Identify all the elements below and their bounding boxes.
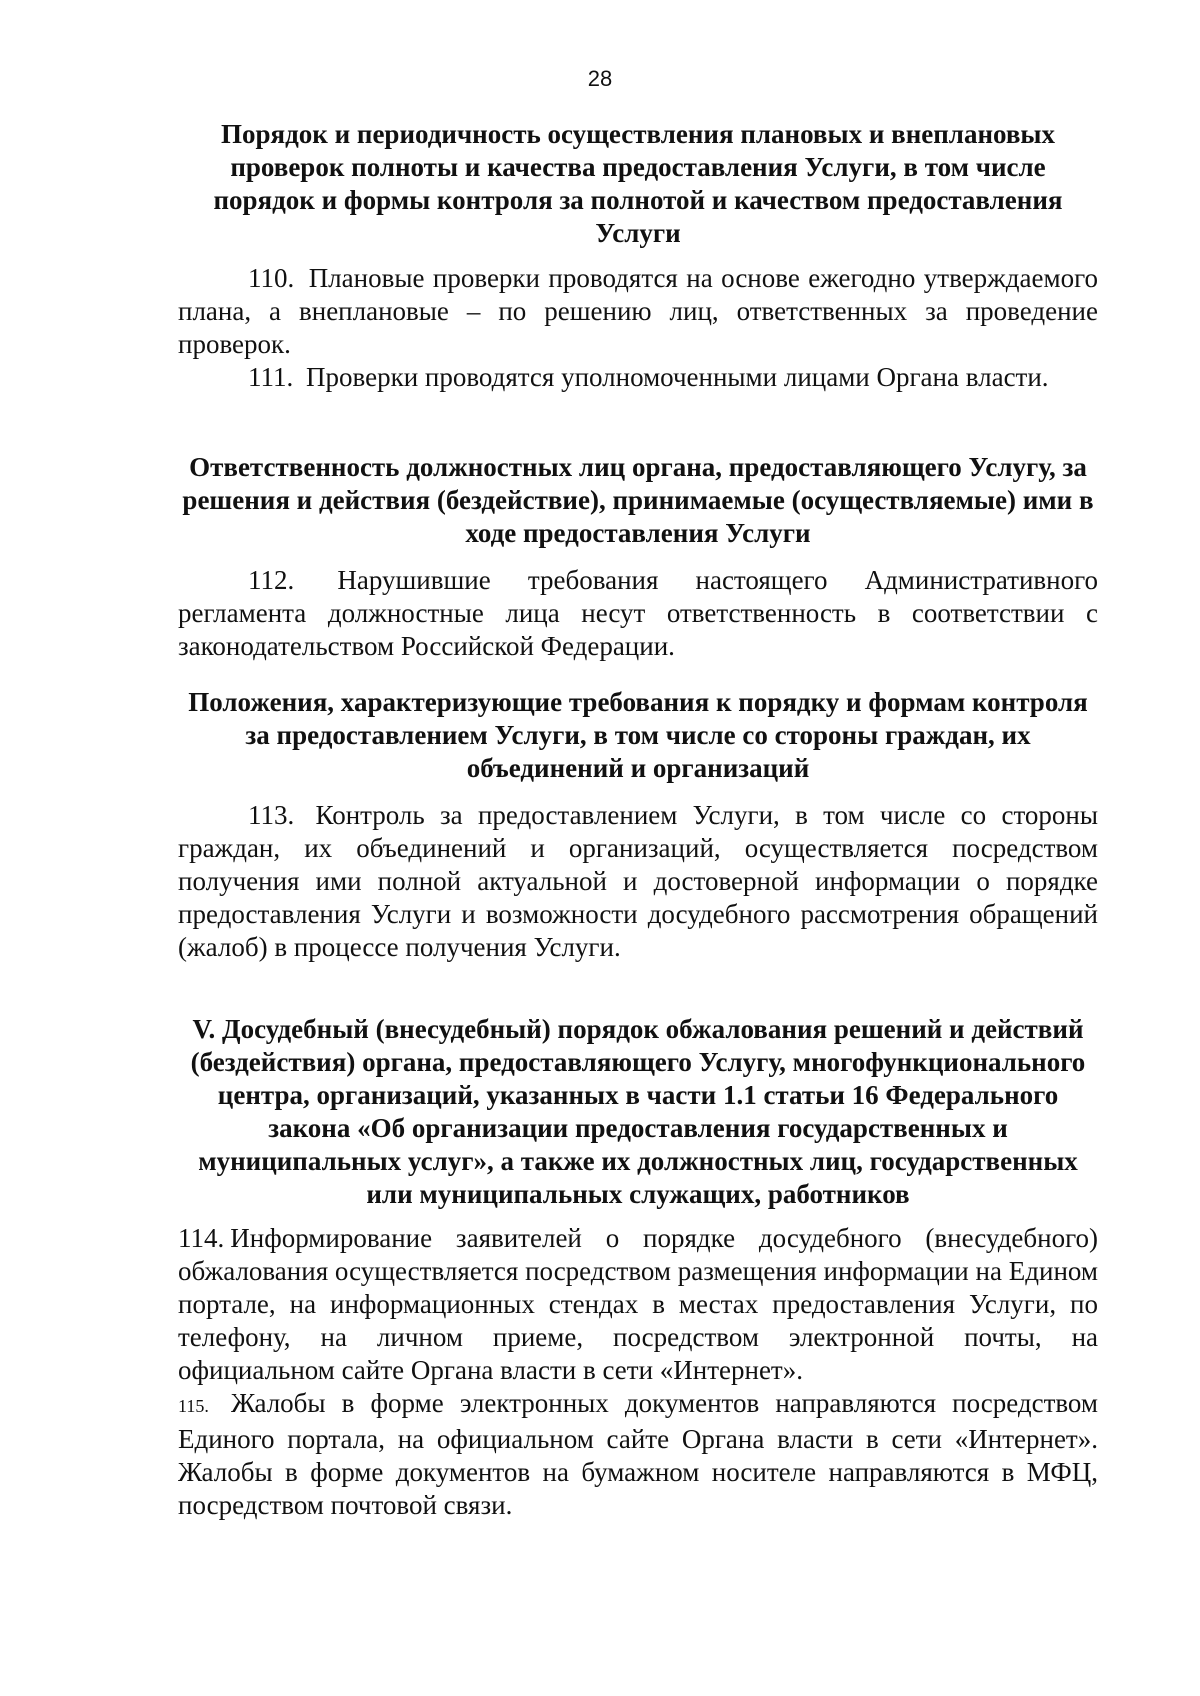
chapter-heading-appeal: V. Досудебный (внесудебный) порядок обжалования решений и действий (бездействия) органа, предоставляющего Услугу, многофункционального центра, организаций, указанных в части 1.1 статьи 16 Федерального закона «Об организации предоставления государственных и муниципальных услуг», а также их должностных лиц, государственных или муниципальных служащих, работников — [190, 1014, 1086, 1209]
paragraph-112-number: 112. — [248, 565, 295, 595]
paragraph-110-number: 110. — [248, 263, 295, 293]
paragraph-114-number: 114. — [178, 1223, 225, 1253]
section-heading-inspections: Порядок и периодичность осуществления плановых и внеплановых проверок полноты и качества предоставления Услуги, в том числе порядок и формы контроля за полнотой и качеством предоставления Услуги — [213, 119, 1063, 248]
paragraph-115-number: 115. — [178, 1396, 209, 1416]
section-heading-control: Положения, характеризующие требования к порядку и формам контроля за предоставлением Услуги, в том числе со стороны граждан, их объединений и организаций — [188, 687, 1088, 783]
paragraph-112-text: Нарушившие требования настоящего Административного регламента должностные лица несут ответственность в соответствии с законодательством Российской Федерации. — [178, 565, 1098, 661]
paragraph-112 — [178, 564, 1098, 663]
page-number: 28 — [587, 66, 613, 91]
paragraph-113-number: 113. — [248, 800, 295, 830]
paragraph-113-text: Контроль за предоставлением Услуги, в том числе со стороны граждан, их объединений и организаций, осуществляется посредством получения ими полной актуальной и достоверной информации о порядке предоставления Услуги и возможности досудебного рассмотрения обращений (жалоб) в процессе получения Услуги. — [178, 800, 1098, 962]
paragraph-111-text: Проверки проводятся уполномоченными лицами Органа власти. — [306, 362, 1049, 392]
paragraph-115-text: Жалобы в форме электронных документов направляются посредством Единого портала, на официальном сайте Органа власти в сети «Интернет». Жалобы в форме документов на бумажном носителе направляются в МФЦ, посредством почтовой связи. — [178, 1388, 1099, 1520]
paragraph-114 — [178, 1222, 1098, 1387]
section-heading-responsibility: Ответственность должностных лиц органа, предоставляющего Услугу, за решения и действия (бездействие), принимаемые (осуществляемые) ими в ходе предоставления Услуги — [182, 452, 1094, 548]
paragraph-111 — [178, 361, 1098, 394]
paragraph-115 — [178, 1387, 1098, 1522]
paragraph-110 — [178, 262, 1098, 361]
paragraph-113 — [178, 799, 1098, 964]
paragraph-110-text: Плановые проверки проводятся на основе ежегодно утверждаемого плана, а внеплановые – по решению лиц, ответственных за проведение проверок. — [178, 263, 1099, 359]
paragraph-111-number: 111. — [248, 362, 294, 392]
paragraph-114-text: Информирование заявителей о порядке досудебного (внесудебного) обжалования осуществляется посредством размещения информации на Едином портале, на информационных стендах в местах предоставления Услуги, по телефону, на личном приеме, посредством электронной почты, на официальном сайте Органа власти в сети «Интернет». — [178, 1223, 1098, 1385]
